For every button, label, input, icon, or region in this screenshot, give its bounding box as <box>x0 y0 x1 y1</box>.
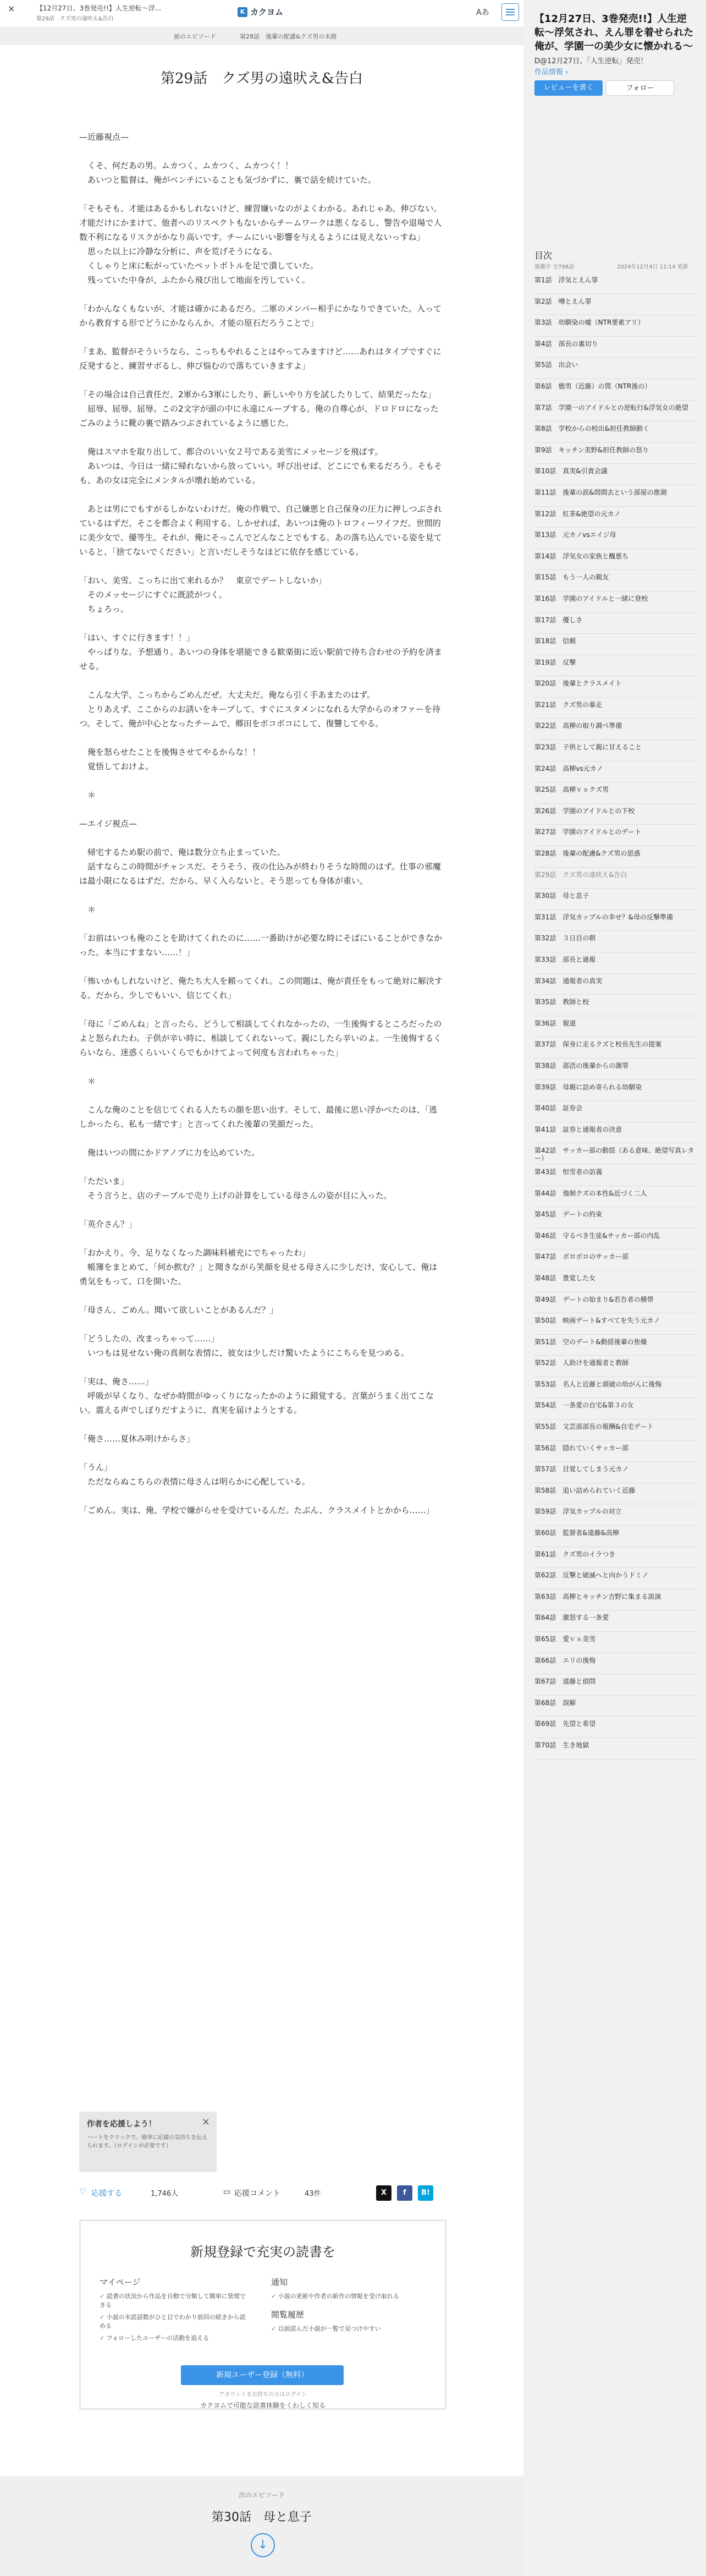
episode-list-item[interactable]: 第69話 先望と希望 <box>534 1717 697 1738</box>
body-paragraph: 帰宅するため駅の前で、俺は数分立ち止まっていた。 <box>79 847 285 857</box>
episode-list-item[interactable]: 第23話 子供として親に甘えること <box>534 740 697 761</box>
body-paragraph: ＊ <box>79 790 96 800</box>
episode-list-item[interactable]: 第26話 学園のアイドルとの下校 <box>534 804 697 825</box>
episode-list-item[interactable]: 第31話 浮気カップルの幸せ？&母の反撃準備 <box>534 910 697 931</box>
episode-list-item[interactable]: 第1話 浮気とえん罪 <box>534 273 697 294</box>
history-title: 閲覧履歴 <box>271 2310 305 2320</box>
next-episode-title[interactable]: 第30話 母と息子 <box>212 2511 312 2524</box>
body-paragraph: —近藤視点— <box>79 132 129 142</box>
episode-list-item[interactable]: 第11話 後輩の涙&悶間去という部屋の推測 <box>534 485 697 507</box>
close-icon[interactable]: × <box>8 3 15 14</box>
body-paragraph: 「怖いかもしれないけど、俺たち大人を頼ってくれ。この問題は、俺が責任をもって絶対に解決する。だから、少しでもいい、信じてくれ」 <box>79 976 443 1000</box>
work-title[interactable]: 【12月27日、3巻発売!!】人生逆転〜浮気され、えん罪を着せられた俺が、学園一の美少女に懐かれる〜 <box>534 13 694 52</box>
body-paragraph: ちょろっ。 <box>79 604 129 614</box>
episode-list-item[interactable]: 第50話 映画デート&すべてを失う元カノ <box>534 1313 697 1335</box>
body-paragraph: あとは男にでもすがるしかないわけだ。俺の作戦で、自己嫌悪と自己保身の圧力に押しつぶされているはずだ。そこを都合よく利用する。しかせれば、あいつは俺のトロフィーワイフだ。世間的に美少女で、優等生。それが、俺にそっこんでどんなことでもする。あの落ち込んでいる姿を見ていると、「捨てないでください」と言いだしそうなほどに依存を感じている。 <box>79 504 442 557</box>
body-paragraph: 「母さん、ごめん。聞いて欲しいことがあるんだ？」 <box>79 1305 278 1315</box>
episode-list-item[interactable]: 第70話 生き地獄 <box>534 1738 697 1760</box>
body-paragraph: —エイジ視点— <box>79 819 137 829</box>
mypage-item: ✓ フォローしたユーザーの活動を追える <box>100 2334 248 2343</box>
body-paragraph <box>79 1203 444 1217</box>
toc-title: 目次 <box>534 250 553 261</box>
body-paragraph <box>79 116 444 130</box>
body-paragraph: 「どうしたの、改まっちゃって……」 <box>79 1334 219 1344</box>
body-paragraph: ＊ <box>79 905 96 914</box>
episode-list-item[interactable]: 第52話 人助けを通報者と教師 <box>534 1356 697 1377</box>
notice-item: ✓ 小説の更新や作者の新作の情報を受け取れる <box>271 2292 420 2301</box>
episode-list-item[interactable]: 第29話 クズ男の遠吠え&告白 <box>534 868 697 889</box>
support-title: 作者を応援しよう！ <box>87 2120 156 2129</box>
mypage-title: マイページ <box>100 2277 141 2287</box>
register-button[interactable]: 新規ユーザー登録（無料） <box>181 2365 344 2385</box>
body-paragraph <box>79 1317 444 1331</box>
support-desc: ハートをクリックで、簡単に応援の気持ちを伝えられます。（ログインが必要です） <box>87 2135 208 2149</box>
episode-list-item[interactable]: 第16話 学園のアイドルと一緒に登校 <box>534 591 697 613</box>
login-link[interactable]: アカウントをお持ちの方はログイン <box>219 2392 307 2398</box>
episode-list-item[interactable]: 第51話 空のデート&動揺後輩の焦燥 <box>534 1335 697 1356</box>
comment-button[interactable]: 応援コメント <box>234 2189 280 2198</box>
body-paragraph <box>79 1060 444 1074</box>
body-paragraph <box>79 731 444 745</box>
episode-list-item[interactable]: 第40話 証券会 <box>534 1101 697 1122</box>
register-heading: 新規登録で充実の読書を <box>190 2244 335 2260</box>
body-paragraph: 屈辱、屈辱、屈辱。この2文字が頭の中に永遠にループする。俺の自尊心が、ドロドロになったごみのように靴の裏で踏みつぶされているように感じた。 <box>79 404 439 428</box>
body-paragraph: やっぱりな。予想通り。あいつの身体を堪能できる歓楽街に近い駅前で待ち合わせの予約を済ませる。 <box>79 647 443 671</box>
body-paragraph: ただならぬこちらの表情に母さんは明らかに心配している。 <box>79 1477 311 1487</box>
body-paragraph <box>79 187 444 201</box>
episode-list-item[interactable]: 第47話 ボロボロのサッカー部 <box>534 1249 697 1271</box>
learn-more-link[interactable]: カクヨムで可能な読書体験をくわしく知る <box>200 2402 326 2409</box>
episode-list-item[interactable]: 第22話 高柳の取り調べ準備 <box>534 719 697 740</box>
episode-list-item[interactable]: 第24話 高柳vs元カノ <box>534 761 697 783</box>
episode-list-item[interactable]: 第66話 エリの後悔 <box>534 1653 697 1675</box>
episode-list-item[interactable]: 第58話 追い詰められていく近藤 <box>534 1483 697 1505</box>
body-paragraph: 思った以上に冷静な分析に、声を荒げそうになる。 <box>79 246 278 256</box>
episode-list-item[interactable]: 第67話 遠藤と偵問 <box>534 1674 697 1696</box>
menu-icon[interactable] <box>501 3 519 21</box>
comment-icon: ▭ <box>223 2188 231 2196</box>
body-paragraph <box>79 616 444 631</box>
body-paragraph: 「そもそも、才能はあるかもしれないけど、練習嫌いなのがよくわかる。あれじゃあ、伸びない。才能だけにかまけて、他者へのリスペクトもないからチームワークは悪くなるし、警告や退場で人数不利になるリスクがかなり高いです。チームにいい影響を与えるようには見えないっすね」 <box>79 204 442 242</box>
body-paragraph <box>79 1160 444 1174</box>
body-paragraph: 「お前はいつも俺のことを助けてくれたのに……一番助けが必要な時にそばにいることができなかった。本当にすまない……！」 <box>79 933 443 957</box>
episode-list-item[interactable]: 第62話 反撃と破滅へと向かうドミノ <box>534 1568 697 1590</box>
episode-body <box>79 116 444 1517</box>
prev-episode-link[interactable]: 前のエピソード <box>174 33 216 40</box>
notice-column <box>271 2276 420 2337</box>
episode-list-item[interactable]: 第9話 キッチン美野&担任教師の怒り <box>534 443 697 464</box>
episode-list-item[interactable]: 第60話 監督者&遠藤&高柳 <box>534 1526 697 1547</box>
body-paragraph <box>79 1088 444 1103</box>
body-paragraph: 俺はいつの間にかドアノブに力を込めていた。 <box>79 1148 260 1158</box>
write-review-button[interactable]: レビューを書く <box>534 80 603 96</box>
sidebar <box>523 0 706 2576</box>
body-paragraph: 「ごめん。実は、俺、学校で嫌がらせを受けているんだ。たぶん、クラスメイトとかから……」 <box>79 1505 434 1515</box>
mypage-column <box>100 2276 248 2346</box>
episode-list-item[interactable]: 第19話 反撃 <box>534 655 697 677</box>
body-paragraph: ＊ <box>79 1076 96 1086</box>
body-paragraph: 「はい、すぐに行きます！！」 <box>79 633 195 643</box>
body-paragraph: くそ、何だあの男。ムカつく、ムカつく、ムカつく！！ <box>79 161 294 171</box>
body-paragraph: くしゃりと床に転がっていたペットボトルを足で潰していた。 <box>79 261 319 271</box>
body-paragraph: こんな大学、こっちからごめんだぜ。大丈夫だ。俺なら引く手あまたのはず。 <box>79 690 376 700</box>
follow-button[interactable]: フォロー <box>606 80 674 96</box>
episode-list-item[interactable]: 第46話 守るべき生徒&サッカー部の内乱 <box>534 1229 697 1250</box>
body-paragraph <box>79 1489 444 1503</box>
episode-list-item[interactable]: 第33話 部長と過報 <box>534 952 697 974</box>
hatena-bookmark-icon[interactable]: B! <box>418 2185 433 2201</box>
episode-list-item[interactable]: 第21話 クズ男の暴走 <box>534 698 697 719</box>
body-paragraph: 「おかえり。今、足りなくなった調味料補充にでちゃったわ」 <box>79 1248 311 1258</box>
body-paragraph: 呼吸が早くなり、なぜか時間がゆっくりになったかのように錯覚する。言葉がうまく出てこない。震える声でしぼりだすように、真実を届けようとする。 <box>79 1391 434 1415</box>
episode-list-item[interactable]: 第2話 噂とえん罪 <box>534 294 697 316</box>
body-paragraph <box>79 1446 444 1460</box>
action-bar <box>79 2183 444 2203</box>
body-paragraph <box>79 1002 444 1017</box>
episode-list-item[interactable]: 第25話 高柳ｖｓクズ男 <box>534 782 697 804</box>
episode-list-item[interactable]: 第59話 浮気カップルの対立 <box>534 1504 697 1526</box>
mypage-item: ✓ 読書の状況から作品を自動で分類して簡単に管理できる <box>100 2292 248 2310</box>
body-paragraph <box>79 559 444 573</box>
body-paragraph: 「おい、美雪。こっちに出て来れるか？ 東京でデートしないか」 <box>79 576 327 585</box>
body-paragraph: とりあえず、ここからのお誘いをキープして、すぐにスタメンになれる大学からのオファーを待つ。そして、俺が中心となったチームで、郷田をボコボコにして、復讐してやる。 <box>79 704 441 728</box>
history-item: ✓ 以前読んだ小説が一覧で見つけやすい <box>271 2325 420 2333</box>
body-paragraph <box>79 802 444 816</box>
episode-list-item[interactable]: 第27話 学園のアイドルとのデート <box>534 825 697 846</box>
episode-list-item[interactable]: 第18話 信頼 <box>534 634 697 655</box>
episode-list-item[interactable]: 第32話 ３日目の朝 <box>534 931 697 952</box>
close-icon[interactable]: × <box>201 2116 210 2128</box>
logo-mark-icon: K <box>238 7 247 17</box>
body-paragraph <box>79 373 444 387</box>
episode-list-item[interactable]: 第55話 文芸部部長の報酬&自宅デート <box>534 1419 697 1441</box>
body-paragraph: こんな俺のことを信じてくれる人たちの顔を思い出す。そして、最後に思い浮かべたのは、「逃しかったら、私も一緒です」と言ってくれた後輩の笑顔だった。 <box>79 1105 438 1129</box>
episode-list-item[interactable]: 第68話 誤解 <box>534 1696 697 1717</box>
toc-updated: 2024年12月4日 11:14 更新 <box>617 264 688 270</box>
body-paragraph <box>79 1417 444 1432</box>
body-paragraph <box>79 287 444 302</box>
episode-list-item[interactable]: 第56話 隠れていくサッカー部 <box>534 1441 697 1462</box>
next-episode-label: 次のエピソード <box>238 2491 285 2499</box>
logo-text: カクヨム <box>250 7 284 17</box>
episode-list-item[interactable]: 第30話 母と息子 <box>534 889 697 910</box>
body-paragraph: そう言うと、店のテーブルで売り上げの計算をしている母さんの姿が目に入った。 <box>79 1191 392 1201</box>
work-title-short[interactable]: 【12月27日、3巻発売!!】人生逆転〜浮... <box>36 4 162 12</box>
next-episode[interactable] <box>0 2476 523 2576</box>
heart-icon[interactable]: ♡ <box>79 2188 86 2196</box>
episode-list-item[interactable]: 第41話 証券と通報者の決意 <box>534 1122 697 1144</box>
body-paragraph: 「まあ、監督がそういうなら、こっちもやれることはやってみますけど……あれはタイプですぐに反発すると、練習サボるし、伸び悩むので落ちていきますよ」 <box>79 347 442 371</box>
body-paragraph: 「わかんなくもないが、才能は確かにあるだろ。二軍のメンバー相手にかなりできていた。入ってから教育する形でどうにかならんか。才能の原石だろうことで」 <box>79 304 442 328</box>
episode-list-item[interactable]: 第65話 愛ｖｓ美雪 <box>534 1632 697 1653</box>
register-promo <box>79 2219 446 2410</box>
episode-list <box>534 273 697 1760</box>
episode-subtitle: 第29話 クズ男の遠吠え&告白 <box>36 16 114 22</box>
body-paragraph <box>79 960 444 974</box>
notice-title: 通知 <box>271 2277 288 2287</box>
body-paragraph <box>79 673 444 688</box>
body-paragraph: 「俺さ……夏休み明けからさ」 <box>79 1434 195 1444</box>
episode-list-item[interactable]: 第57話 目覚してしまう元カノ <box>534 1462 697 1483</box>
body-paragraph: そのメッセージにすぐに既読がつく。 <box>79 590 227 600</box>
work-info-link[interactable]: 作品情報 › <box>534 68 569 76</box>
episode-list-item[interactable]: 第34話 通報者の真実 <box>534 974 697 995</box>
body-paragraph: あいつと監督は、俺がベンチにいることも気づかずに、裏で話を続けていた。 <box>79 175 377 185</box>
body-paragraph <box>79 430 444 445</box>
episode-list-item[interactable]: 第37話 保身に走るクズと校長先生の提案 <box>534 1037 697 1059</box>
episode-list-item[interactable]: 第54話 一条愛の自宅&第３の女 <box>534 1398 697 1419</box>
episode-list-item[interactable]: 第7話 学園一のアイドルとの逆転行&浮気女の絶望 <box>534 401 697 422</box>
body-paragraph: 俺を怒らせたことを後悔させてやるからな！！ <box>79 747 261 757</box>
episode-list-item[interactable]: 第8話 学校からの校出&担任教師動く <box>534 421 697 443</box>
episode-list-item[interactable]: 第43話 恒雪者の訪義 <box>534 1165 697 1186</box>
episode-list-item[interactable]: 第61話 クズ男のイラつき <box>534 1547 697 1569</box>
body-paragraph <box>79 330 444 344</box>
body-paragraph: 「母に「ごめんね」と言ったら、どうして相談してくれなかったの、一生後悔するところだったのよと怒られたわ。子供が辛い時に、相談してくれないって。親にしたら辛いのよ。一生後悔するくらいなら、迷惑くらいいくらでもかけてよって何度も言われちゃった」 <box>79 1019 442 1057</box>
body-paragraph: 俺はスマホを取り出して、都合のいい女２号である美雪にメッセージを飛ばす。 <box>79 447 383 457</box>
x-share-icon[interactable]: X <box>376 2185 391 2201</box>
body-paragraph <box>79 144 444 158</box>
body-paragraph <box>79 1289 444 1303</box>
episode-list-item[interactable]: 第63話 高柳とキッチン吉野に集まる説演 <box>534 1590 697 1611</box>
episode-list-item[interactable]: 第28話 後輩の配慮&クズ男の思惑 <box>534 846 697 868</box>
body-paragraph: 話すならこの時間がチャンスだ。そうそう、夜の仕込みが終わりそうな時間のはず。仕事の邪魔は最小限になるはずだ。だから、早く入らないと。そう思っても身体が重い。 <box>79 862 441 886</box>
episode-list-item[interactable]: 第3話 幼馴染の嘘（NTR要素アリ） <box>534 315 697 337</box>
comment-count[interactable]: 43件 <box>305 2190 321 2198</box>
episode-list-item[interactable]: 第13話 元カノvsエイジ母 <box>534 528 697 549</box>
episode-list-item[interactable]: 第39話 母親に詰め寄られる幼馴染 <box>534 1080 697 1101</box>
episode-list-item[interactable]: 第44話 強制クズの本性&近づく二人 <box>534 1186 697 1208</box>
current-episode-label: 第28話 後輩の配慮&クズ男の末路 <box>240 33 337 40</box>
episode-list-item[interactable]: 第36話 報道 <box>534 1016 697 1038</box>
episode-list-item[interactable]: 第4話 部長の裏切り <box>534 337 697 358</box>
episode-list-item[interactable]: 第48話 豊覚した女 <box>534 1271 697 1292</box>
body-paragraph: 「うん」 <box>79 1462 113 1472</box>
episode-list-item[interactable]: 第38話 部活の後輩からの謝罪 <box>534 1059 697 1080</box>
body-paragraph <box>79 1231 444 1246</box>
body-paragraph: あいつは、今日は一緒に帰れないから放っていい。呼び出せば、どこにでも来るだろう。そもそも、あの女は完全にメンタルが壊れ始めている。 <box>79 461 443 485</box>
body-paragraph: 残っていた中身が、ふたから飛び出して地面を汚していく。 <box>79 275 310 285</box>
font-setting-button[interactable]: Aあ <box>476 8 489 17</box>
cheer-button[interactable]: 応援する <box>91 2189 122 2198</box>
episode-list-item[interactable]: 第35話 教師と校 <box>534 995 697 1016</box>
body-paragraph <box>79 917 444 931</box>
breadcrumb <box>0 26 523 45</box>
body-paragraph: 「ただいま」 <box>79 1176 129 1186</box>
body-paragraph <box>79 1360 444 1374</box>
episode-list-item[interactable]: 第5話 出会い <box>534 358 697 379</box>
body-paragraph <box>79 1131 444 1146</box>
support-box <box>79 2112 217 2172</box>
body-paragraph: 帳簿をまとめて、「何か飲む？」と聞きながら笑顔を見せる母さんに少しだけ、安心して、俺は勇気をもって、口を開いた。 <box>79 1262 438 1286</box>
episode-list-item[interactable]: 第12話 紅茶&絶望の元カノ <box>534 507 697 528</box>
arrow-down-icon[interactable]: ↓ <box>251 2533 275 2557</box>
toc-meta: 連載中 全798話 <box>534 264 575 270</box>
body-paragraph <box>79 487 444 502</box>
cheer-count[interactable]: 1,746人 <box>151 2190 179 2198</box>
episode-list-item[interactable]: 第6話 態男（近藤）の罠（NTR後の） <box>534 379 697 401</box>
episode-list-item[interactable]: 第53話 名人と近藤と頭破の幼がんに後悔 <box>534 1377 697 1399</box>
episode-list-item[interactable]: 第15話 もう一人の親友 <box>534 570 697 591</box>
body-paragraph <box>79 888 444 902</box>
mypage-item: ✓ 小説の未読話数がひと目でわかり前回の続きから読める <box>100 2313 248 2331</box>
episode-list-item[interactable]: 第14話 浮気女の家族と醜悪ち <box>534 549 697 571</box>
facebook-share-icon[interactable]: f <box>397 2185 412 2201</box>
episode-list-item[interactable]: 第20話 後輩とクラスメイト <box>534 676 697 698</box>
episode-list-item[interactable]: 第49話 デートの始まり&若告者の横帯 <box>534 1292 697 1314</box>
episode-list-item[interactable]: 第17話 優しさ <box>534 613 697 634</box>
body-paragraph: 覚悟しておけよ。 <box>79 761 154 771</box>
episode-title: 第29話 クズ男の遠吠え&告白 <box>161 70 363 87</box>
episode-list-item[interactable]: 第64話 激怒する一条愛 <box>534 1610 697 1632</box>
body-paragraph: 「英介さん？」 <box>79 1219 137 1229</box>
kakuyomu-logo[interactable] <box>238 6 283 18</box>
episode-list-item[interactable]: 第45話 デートの約束 <box>534 1207 697 1229</box>
body-paragraph <box>79 774 444 788</box>
episode-list-item[interactable]: 第10話 真実&引責会議 <box>534 464 697 485</box>
body-paragraph <box>79 831 444 845</box>
body-paragraph: 「実は、俺さ……」 <box>79 1377 154 1386</box>
body-paragraph: 「その場合は自己責任だ。2軍から3軍にしたり、新しいやり方を試したりして、結果だったな」 <box>79 390 436 399</box>
episode-list-item[interactable]: 第42話 サッカー部の動揺（ある意味、絶望写真レター） <box>534 1143 697 1165</box>
author-name[interactable]: D@12月27日、「人生逆転」発売！ <box>534 57 648 65</box>
body-paragraph: いつもは見せない俺の真剣な表情に、彼女は少しだけ驚いたようにこちらを見つめる。 <box>79 1348 410 1358</box>
